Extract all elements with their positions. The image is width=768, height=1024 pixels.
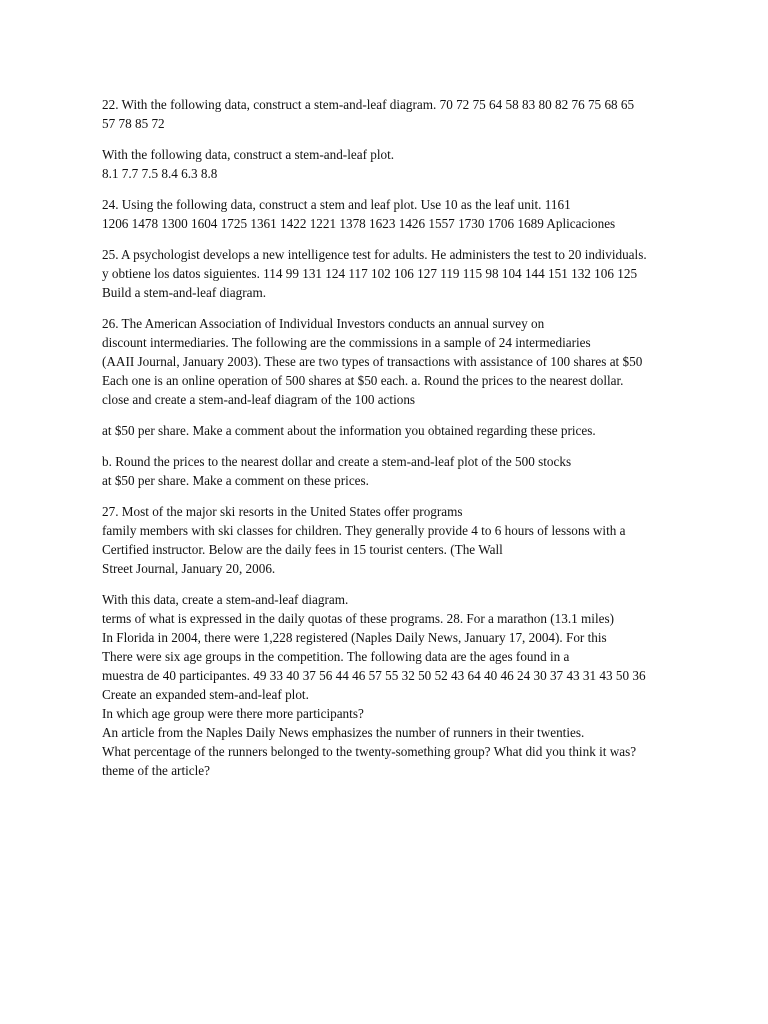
text-line: y obtiene los datos siguientes. 114 99 131 124 117 102 106 127 119 115 98 104 144 151 132 106 125 [102, 266, 638, 281]
text-line: Build a stem-and-leaf diagram. [102, 285, 267, 300]
text-line: Certified instructor. Below are the daily fees in 15 tourist centers. (The Wall [102, 542, 503, 557]
text-line: (AAII Journal, January 2003). These are two types of transactions with assistance of 100 shares at $50 [102, 354, 643, 369]
text-line: b. Round the prices to the nearest dollar and create a stem-and-leaf plot of the 500 stocks [102, 454, 572, 469]
exercise-27 [102, 502, 702, 578]
text-line: family members with ski classes for children. They generally provide 4 to 6 hours of lessons with a [102, 523, 626, 538]
text-line: at $50 per share. Make a comment on these prices. [102, 473, 369, 488]
text-line: What percentage of the runners belonged to the twenty-something group? What did you think it was? [102, 744, 637, 759]
text-line: 57 78 85 72 [102, 116, 165, 131]
text-line: 8.1 7.7 7.5 8.4 6.3 8.8 [102, 166, 218, 181]
text-line: 1206 1478 1300 1604 1725 1361 1422 1221 1378 1623 1426 1557 1730 1706 1689 Aplicaciones [102, 216, 616, 231]
text-line: An article from the Naples Daily News emphasizes the number of runners in their twenties. [102, 725, 585, 740]
text-line: With the following data, construct a stem-and-leaf plot. [102, 147, 395, 162]
exercise-26-part-b [102, 452, 702, 490]
text-line: 24. Using the following data, construct a stem and leaf plot. Use 10 as the leaf unit. 1161 [102, 197, 571, 212]
exercise-28 [102, 590, 702, 780]
text-line: theme of the article? [102, 763, 211, 778]
text-line: With this data, create a stem-and-leaf diagram. [102, 592, 349, 607]
exercise-22 [102, 95, 702, 133]
exercise-25 [102, 245, 702, 302]
text-line: 26. The American Association of Individual Investors conducts an annual survey on [102, 316, 545, 331]
text-line: Create an expanded stem-and-leaf plot. [102, 687, 309, 702]
text-line: 27. Most of the major ski resorts in the United States offer programs [102, 504, 463, 519]
text-line: In which age group were there more participants? [102, 706, 364, 721]
text-line: at $50 per share. Make a comment about the information you obtained regarding these prices. [102, 423, 596, 438]
document-page [102, 95, 702, 792]
exercise-24 [102, 195, 702, 233]
text-line: 25. A psychologist develops a new intelligence test for adults. He administers the test to 20 individuals. [102, 247, 647, 262]
text-line: terms of what is expressed in the daily quotas of these programs. 28. For a marathon (13.1 miles) [102, 611, 615, 626]
text-line: There were six age groups in the competition. The following data are the ages found in a [102, 649, 570, 664]
text-line: discount intermediaries. The following are the commissions in a sample of 24 intermediaries [102, 335, 591, 350]
text-line: In Florida in 2004, there were 1,228 registered (Naples Daily News, January 17, 2004). For this [102, 630, 607, 645]
text-line: Each one is an online operation of 500 shares at $50 each. a. Round the prices to the nearest dollar. [102, 373, 624, 388]
exercise-26 [102, 314, 702, 409]
text-line: 22. With the following data, construct a stem-and-leaf diagram. 70 72 75 64 58 83 80 82 76 75 68 65 [102, 97, 635, 112]
exercise-23 [102, 145, 702, 183]
text-line: Street Journal, January 20, 2006. [102, 561, 276, 576]
text-line: close and create a stem-and-leaf diagram of the 100 actions [102, 392, 416, 407]
exercise-26-continued [102, 421, 702, 440]
text-line: muestra de 40 participantes. 49 33 40 37 56 44 46 57 55 32 50 52 43 64 40 46 24 30 37 43 31 43 50 36 [102, 668, 646, 683]
